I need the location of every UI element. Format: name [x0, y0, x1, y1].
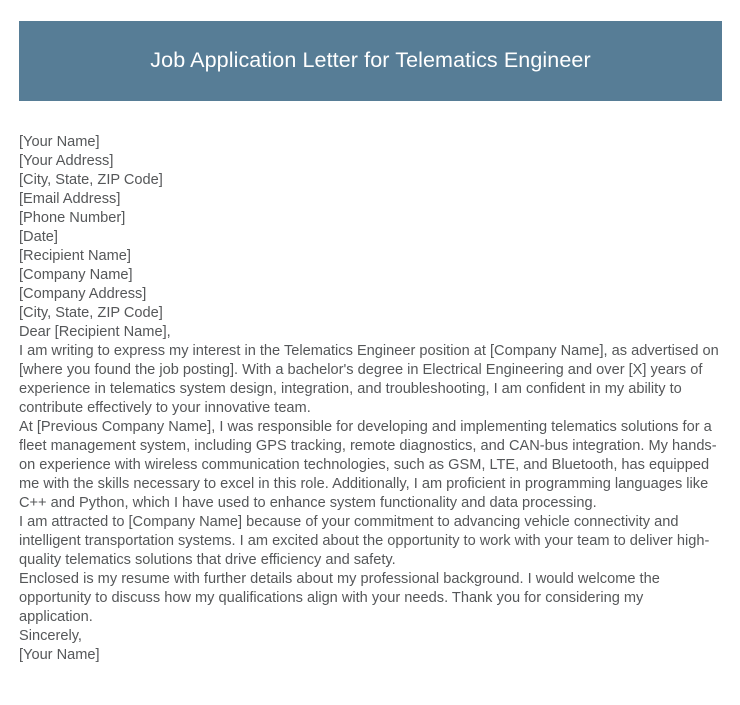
sender-address-line: [Your Address] — [19, 153, 114, 169]
date-line: [Date] — [19, 229, 58, 245]
letter-paragraph-3: I am attracted to [Company Name] because of your commitment to advancing vehicle connectivity and intelligent transportation systems. I am excited about the opportunity to work with your team to deliver high-quality telematics solutions that drive efficiency and safety. — [19, 514, 710, 568]
letter-paragraph-1: I am writing to express my interest in the Telematics Engineer position at [Company Name], as advertised on [where you found the job posting]. With a bachelor's degree in Electrical Engineering and over [X] years of experience in telematics system design, integration, and troubleshooting, I am confident in my ability to contribute effectively to your innovative team. — [19, 343, 719, 416]
sender-phone-line: [Phone Number] — [19, 210, 126, 226]
recipient-city-state-zip-line: [City, State, ZIP Code] — [19, 305, 163, 321]
sender-city-state-zip-line: [City, State, ZIP Code] — [19, 172, 163, 188]
recipient-company-line: [Company Name] — [19, 267, 133, 283]
recipient-company-address-line: [Company Address] — [19, 286, 147, 302]
salutation: Dear [Recipient Name], — [19, 324, 171, 340]
letter-header-banner — [19, 21, 722, 101]
sender-name-line: [Your Name] — [19, 134, 100, 150]
page-title: Job Application Letter for Telematics Engineer — [150, 48, 591, 73]
signature-line: [Your Name] — [19, 647, 100, 663]
sender-email-line: [Email Address] — [19, 191, 121, 207]
letter-paragraph-2: At [Previous Company Name], I was responsible for developing and implementing telematics solutions for a fleet management system, including GPS tracking, remote diagnostics, and CAN-bus integration. My hands-on experience with wireless communication technologies, such as GSM, LTE, and Bluetooth, has equipped me with the skills necessary to excel in this role. Additionally, I am proficient in programming languages like C++ and Python, which I have used to enhance system functionality and data processing. — [19, 419, 717, 511]
letter-paragraph-4: Enclosed is my resume with further details about my professional background. I would welcome the opportunity to discuss how my qualifications align with your needs. Thank you for considering my application. — [19, 571, 660, 625]
letter-body — [19, 133, 719, 665]
closing-line: Sincerely, — [19, 628, 82, 644]
sender-address-block — [19, 133, 719, 247]
recipient-address-block — [19, 247, 719, 323]
recipient-name-line: [Recipient Name] — [19, 248, 131, 264]
